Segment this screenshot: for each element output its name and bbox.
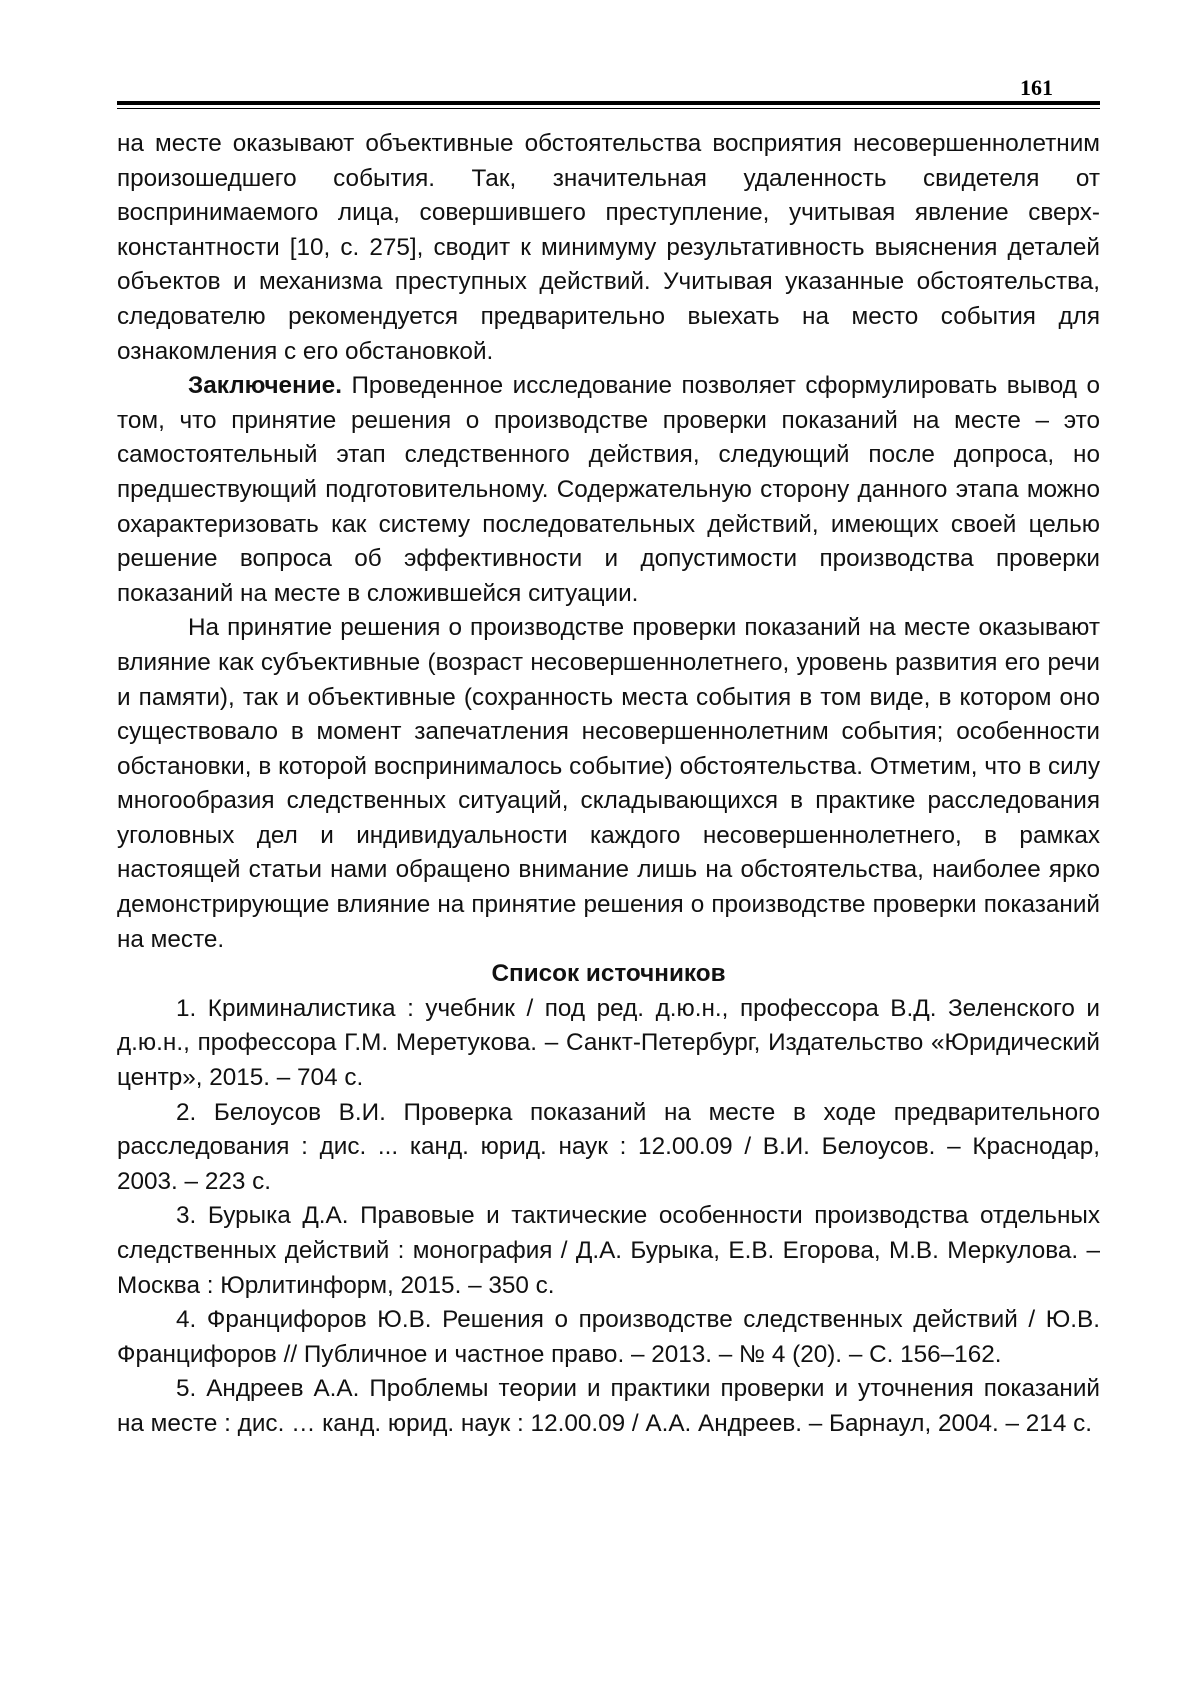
conclusion-label: Заключение. — [188, 372, 342, 400]
reference-item: 1. Криминалистика : учебник / под ред. д.ю.н., профессора В.Д. Зеленского и д.ю.н., профессора Г.М. Меретукова. – Санкт-Петербург, Издательство «Юридический центр», 2015. – 704 с. — [117, 994, 1100, 1092]
body-paragraph-1: на месте оказывают объективные обстоятельства восприятия несовершеннолетним произошедшего события. Так, значительная удаленность свидетеля от воспринимаемого лица, совершившего преступление, учитывая явление сверхконстантности [10, с. 275], сводит к минимуму результативность выяснения деталей объектов и механизма преступных действий. Учитывая указанные обстоятельства, следователю рекомендуется предварительно выехать на место события для ознакомления с его обстановкой. — [117, 130, 1100, 365]
reference-item: 4. Францифоров Ю.В. Решения о производстве следственных действий / Ю.В. Францифоров // Публичное и частное право. – 2013. – № 4 (20). – С. 156–162. — [117, 1306, 1100, 1368]
body-paragraph-3: На принятие решения о производстве проверки показаний на месте оказывают влияние как субъективные (возраст несовершеннолетнего, уровень развития его речи и памяти), так и объективные (сохранность места события в том виде, в котором оно существовало в момент запечатления несовершеннолетним события; особенности обстановки, в которой воспринималось событие) обстоятельства. Отметим, что в силу многообразия следственных ситуаций, складывающихся в практике расследования уголовных дел и индивидуальности каждого несовершеннолетнего, в рамках настоящей статьи нами обращено внимание лишь на обстоятельства, наиболее ярко демонстрирующие влияние на принятие решения о производстве проверки показаний на месте. — [117, 614, 1100, 953]
reference-item: 2. Белоусов В.И. Проверка показаний на месте в ходе предварительного расследования : дис. ... канд. юрид. наук : 12.00.09 / В.И. Белоусов. – Краснодар, 2003. – 223 с. — [117, 1098, 1100, 1195]
header-rule-thin — [117, 108, 1100, 109]
page-number: 161 — [1020, 75, 1053, 100]
conclusion-text: Проведенное исследование позволяет сформулировать вывод о том, что принятие решения о производстве проверки показаний на месте – это самостоятельный этап следственного действия, следующий после допроса, но предшествующий подготовительному. Содержательную сторону данного этапа можно охарактеризовать как систему последовательных действий, имеющих своей целью решение вопроса об эффективности и допустимости производства проверки показаний на месте в сложившейся ситуации. — [117, 372, 1100, 607]
page-content — [117, 127, 1100, 1442]
references-list — [117, 992, 1100, 1442]
references-heading: Список источников — [491, 960, 726, 988]
reference-item: 3. Бурыка Д.А. Правовые и тактические особенности производства отдельных следственных действий : монография / Д.А. Бурыка, Е.В. Егорова, М.В. Меркулова. – Москва : Юрлитинформ, 2015. – 350 с. — [117, 1202, 1100, 1299]
body-paragraph-2 — [117, 369, 1100, 611]
reference-item: 5. Андреев А.А. Проблемы теории и практики проверки и уточнения показаний на месте : дис. … канд. юрид. наук : 12.00.09 / А.А. Андреев. – Барнаул, 2004. – 214 с. — [117, 1375, 1100, 1437]
header-rule-thick — [117, 101, 1100, 105]
